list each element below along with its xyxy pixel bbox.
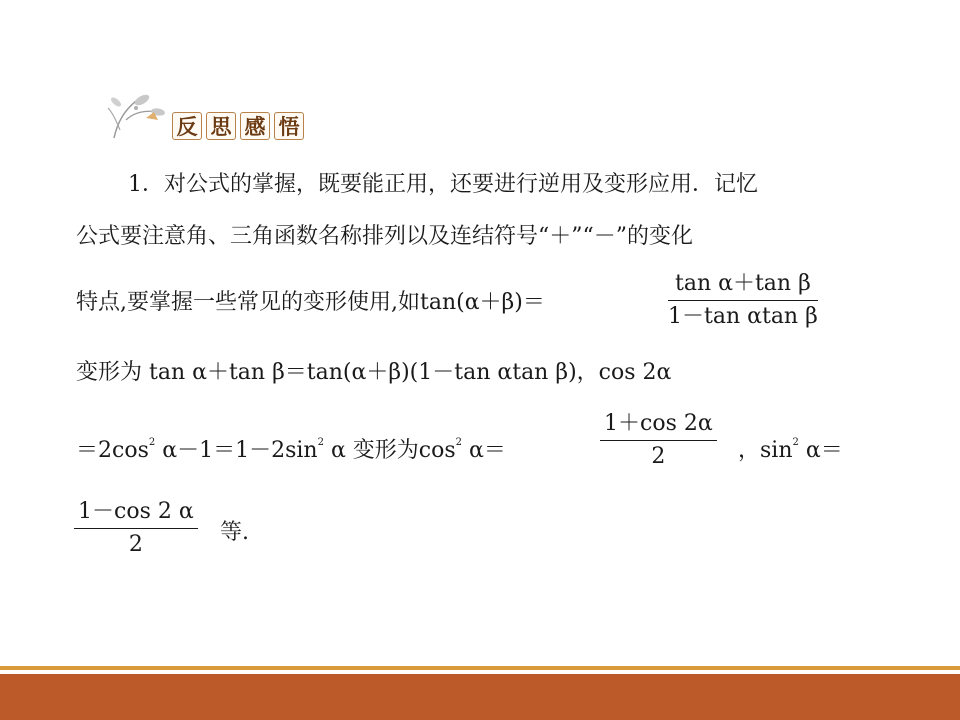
fraction-numerator: tan α＋tan β	[674, 271, 811, 296]
superscript: 2	[792, 437, 799, 448]
paragraph-line-2: 公式要注意角、三角函数名称排列以及连结符号“＋”“－”的变化	[76, 224, 693, 249]
header-char: 悟	[274, 112, 304, 140]
paragraph-line-1: 1．对公式的掌握，既要能正用，还要进行逆用及变形应用．记忆	[128, 172, 758, 197]
superscript: 2	[148, 437, 156, 448]
fraction-denominator: 1－tan αtan β	[668, 300, 818, 331]
text-segment: α 变形为cos	[323, 438, 456, 463]
footer-bar	[0, 674, 960, 720]
text-segment: α＝	[798, 438, 843, 463]
footer-accent-line	[0, 666, 960, 670]
text-segment: ，sin	[738, 438, 793, 463]
superscript: 2	[317, 437, 324, 448]
fraction-cos-square	[600, 410, 717, 471]
header-char: 反	[172, 112, 202, 140]
paragraph-line-6: 等.	[220, 520, 249, 545]
paragraph-line-3: 特点,要掌握一些常见的变形使用,如tan(α＋β)＝	[76, 290, 545, 315]
fraction-denominator: 2	[74, 528, 198, 559]
fraction-denominator: 2	[600, 440, 717, 471]
text-segment: α－1＝1－2sin	[155, 438, 318, 463]
paragraph-line-4: 变形为 tan α＋tan β＝tan(α＋β)(1－tan αtan β)，cos 2α	[76, 360, 672, 385]
header-char: 思	[206, 112, 236, 140]
paragraph-line-5	[76, 428, 506, 466]
fraction-numerator: 1－cos 2 α	[78, 499, 194, 524]
fraction-sin-square	[74, 498, 198, 559]
text-segment: α＝	[462, 438, 506, 463]
header-char: 感	[240, 112, 270, 140]
text-segment: ＝2cos	[76, 438, 149, 463]
fraction-numerator: 1＋cos 2α	[604, 411, 713, 436]
paragraph-line-5-tail	[738, 428, 843, 466]
superscript: 2	[455, 437, 463, 448]
fraction-tan-sum	[668, 270, 818, 331]
